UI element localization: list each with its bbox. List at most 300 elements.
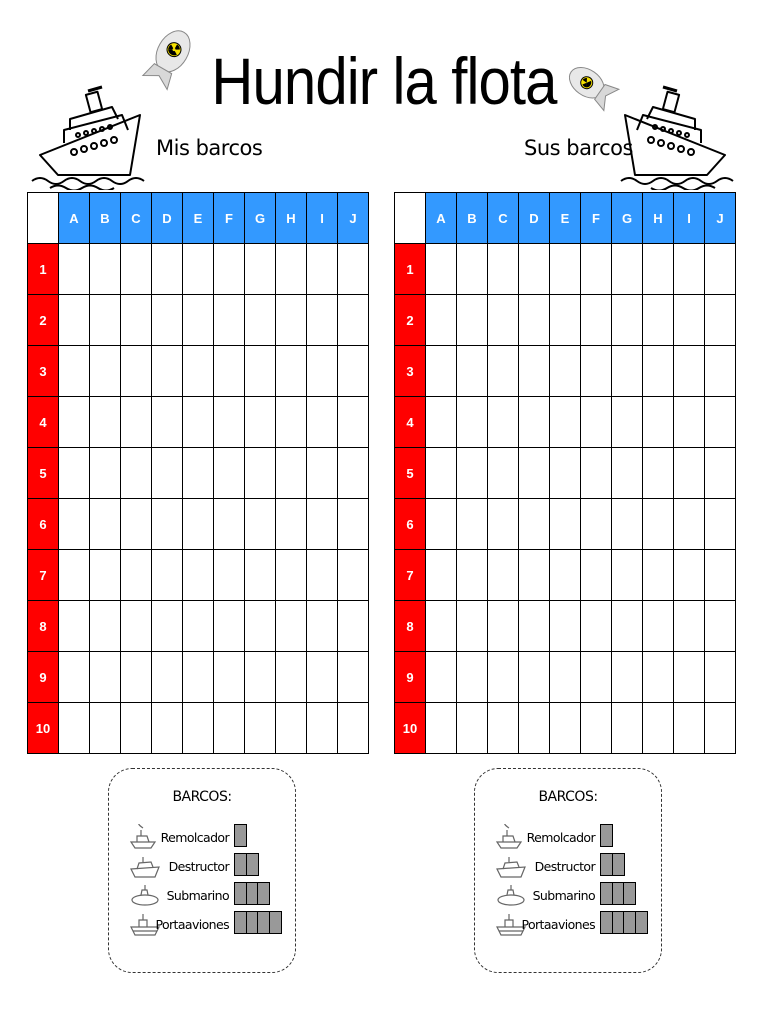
- grid-cell-g8[interactable]: [612, 601, 643, 652]
- grid-cell-j5[interactable]: [705, 448, 736, 499]
- legend-ship-row: [109, 882, 295, 910]
- grid-cell-c7[interactable]: [488, 550, 519, 601]
- grid-cell-a10[interactable]: [59, 703, 90, 754]
- column-header: F: [214, 193, 245, 244]
- legend-ship-blocks: [234, 882, 269, 905]
- grid-cell-f10[interactable]: [581, 703, 612, 754]
- grid-cell-g2[interactable]: [245, 295, 276, 346]
- grid-cell-e1[interactable]: [550, 244, 581, 295]
- column-header: I: [674, 193, 705, 244]
- grid-cell-g1[interactable]: [245, 244, 276, 295]
- legend-ship-name: Destructor: [534, 859, 595, 874]
- legend-ship-name: Destructor: [168, 859, 229, 874]
- grid-cell-i5[interactable]: [307, 448, 338, 499]
- grid-cell-h1[interactable]: [643, 244, 674, 295]
- row-header: 6: [395, 499, 426, 550]
- grid-cell-j2[interactable]: [705, 295, 736, 346]
- grid-cell-g6[interactable]: [612, 499, 643, 550]
- grid-cell-e2[interactable]: [183, 295, 214, 346]
- grid-cell-h5[interactable]: [276, 448, 307, 499]
- grid-cell-d2[interactable]: [152, 295, 183, 346]
- grid-cell-i7[interactable]: [307, 550, 338, 601]
- grid-cell-a5[interactable]: [59, 448, 90, 499]
- grid-cell-g1[interactable]: [612, 244, 643, 295]
- row-header: 8: [395, 601, 426, 652]
- grid-cell-d4[interactable]: [152, 397, 183, 448]
- grid-cell-i3[interactable]: [674, 346, 705, 397]
- grid-cell-g8[interactable]: [245, 601, 276, 652]
- legend-ship-blocks: [234, 911, 280, 934]
- grid-cell-g10[interactable]: [245, 703, 276, 754]
- grid-cell-d1[interactable]: [519, 244, 550, 295]
- column-header: I: [307, 193, 338, 244]
- grid-cell-a4[interactable]: [59, 397, 90, 448]
- grid-cell-d7[interactable]: [152, 550, 183, 601]
- grid-cell-h8[interactable]: [643, 601, 674, 652]
- grid-cell-f4[interactable]: [214, 397, 245, 448]
- ship-size-block: [246, 853, 259, 876]
- grid-cell-i10[interactable]: [307, 703, 338, 754]
- grid-cell-i7[interactable]: [674, 550, 705, 601]
- grid-cell-b8[interactable]: [90, 601, 121, 652]
- grid-cell-b7[interactable]: [457, 550, 488, 601]
- grid-row: [395, 601, 736, 652]
- grid-cell-i2[interactable]: [674, 295, 705, 346]
- grid-cell-a6[interactable]: [426, 499, 457, 550]
- grid-row: [28, 652, 369, 703]
- row-header: 8: [28, 601, 59, 652]
- grid-cell-c5[interactable]: [121, 448, 152, 499]
- grid-cell-e7[interactable]: [183, 550, 214, 601]
- column-header: C: [488, 193, 519, 244]
- column-header: G: [612, 193, 643, 244]
- column-header: B: [457, 193, 488, 244]
- grid-cell-g4[interactable]: [612, 397, 643, 448]
- legend-title: BARCOS:: [172, 789, 232, 805]
- grid-cell-h6[interactable]: [643, 499, 674, 550]
- grid-cell-j7[interactable]: [338, 550, 369, 601]
- grid-row: [28, 346, 369, 397]
- row-header: 4: [395, 397, 426, 448]
- legend-ship-row: [475, 853, 661, 881]
- grid-cell-b6[interactable]: [457, 499, 488, 550]
- grid-cell-d2[interactable]: [519, 295, 550, 346]
- ship-size-block: [623, 882, 636, 905]
- grid-cell-d8[interactable]: [152, 601, 183, 652]
- grid-cell-c5[interactable]: [488, 448, 519, 499]
- grid-cell-i2[interactable]: [307, 295, 338, 346]
- grid-row: [395, 397, 736, 448]
- grid-cell-d10[interactable]: [152, 703, 183, 754]
- grid-cell-j4[interactable]: [338, 397, 369, 448]
- grid-cell-h5[interactable]: [643, 448, 674, 499]
- grid-cell-b9[interactable]: [90, 652, 121, 703]
- row-header: 9: [28, 652, 59, 703]
- grid-cell-h9[interactable]: [643, 652, 674, 703]
- grid-cell-f5[interactable]: [581, 448, 612, 499]
- grid-cell-a3[interactable]: [59, 346, 90, 397]
- grid-cell-e1[interactable]: [183, 244, 214, 295]
- grid-cell-b4[interactable]: [90, 397, 121, 448]
- grid-corner: [28, 193, 59, 244]
- grid-cell-h1[interactable]: [276, 244, 307, 295]
- grid-cell-d3[interactable]: [519, 346, 550, 397]
- grid-cell-c9[interactable]: [121, 652, 152, 703]
- ship-icon: [600, 75, 735, 190]
- legend-ship-row: [475, 824, 661, 852]
- grid-cell-e8[interactable]: [183, 601, 214, 652]
- grid-cell-g5[interactable]: [612, 448, 643, 499]
- grid-cell-b8[interactable]: [457, 601, 488, 652]
- legend-title: BARCOS:: [538, 789, 598, 805]
- legend-ship-name: Portaaviones: [155, 917, 229, 932]
- grid-cell-g3[interactable]: [612, 346, 643, 397]
- grid-cell-f1[interactable]: [214, 244, 245, 295]
- grid-cell-j4[interactable]: [705, 397, 736, 448]
- grid-cell-i9[interactable]: [307, 652, 338, 703]
- grid-cell-a9[interactable]: [426, 652, 457, 703]
- grid-cell-i10[interactable]: [674, 703, 705, 754]
- grid-cell-g9[interactable]: [612, 652, 643, 703]
- grid-row: [28, 601, 369, 652]
- row-header: 10: [28, 703, 59, 754]
- grid-cell-d5[interactable]: [519, 448, 550, 499]
- grid-cell-d9[interactable]: [152, 652, 183, 703]
- grid-cell-c4[interactable]: [121, 397, 152, 448]
- ship-size-block: [269, 911, 282, 934]
- grid-cell-e3[interactable]: [550, 346, 581, 397]
- grid-cell-g4[interactable]: [245, 397, 276, 448]
- legend-ship-name: Submarino: [166, 888, 229, 903]
- grid-cell-e4[interactable]: [183, 397, 214, 448]
- grid-cell-d3[interactable]: [152, 346, 183, 397]
- grid-cell-c4[interactable]: [488, 397, 519, 448]
- ship-size-block: [635, 911, 648, 934]
- grid-cell-g5[interactable]: [245, 448, 276, 499]
- grid-cell-f9[interactable]: [581, 652, 612, 703]
- grid-cell-e9[interactable]: [550, 652, 581, 703]
- grid-cell-h4[interactable]: [643, 397, 674, 448]
- grid-cell-d8[interactable]: [519, 601, 550, 652]
- grid-cell-f9[interactable]: [214, 652, 245, 703]
- grid-corner: [395, 193, 426, 244]
- grid-cell-c10[interactable]: [488, 703, 519, 754]
- grid-cell-a8[interactable]: [426, 601, 457, 652]
- grid-row: [28, 550, 369, 601]
- page-title: Hundir la flota: [211, 44, 557, 118]
- legend-ship-row: [475, 882, 661, 910]
- row-header: 7: [28, 550, 59, 601]
- grid-cell-a3[interactable]: [426, 346, 457, 397]
- grid-cell-e2[interactable]: [550, 295, 581, 346]
- grid-cell-f6[interactable]: [214, 499, 245, 550]
- grid-cell-h3[interactable]: [643, 346, 674, 397]
- row-header: 9: [395, 652, 426, 703]
- grid-cell-g9[interactable]: [245, 652, 276, 703]
- grid-cell-c1[interactable]: [121, 244, 152, 295]
- column-header: D: [152, 193, 183, 244]
- grid-cell-h7[interactable]: [276, 550, 307, 601]
- grid-cell-b5[interactable]: [457, 448, 488, 499]
- grid-cell-e5[interactable]: [183, 448, 214, 499]
- column-header: F: [581, 193, 612, 244]
- grid-cell-i8[interactable]: [674, 601, 705, 652]
- grid-cell-f8[interactable]: [581, 601, 612, 652]
- grid-cell-a9[interactable]: [59, 652, 90, 703]
- grid-cell-d6[interactable]: [152, 499, 183, 550]
- grid-cell-e10[interactable]: [183, 703, 214, 754]
- grid-cell-j8[interactable]: [705, 601, 736, 652]
- grid-cell-e9[interactable]: [183, 652, 214, 703]
- grid-cell-a10[interactable]: [426, 703, 457, 754]
- grid-cell-c10[interactable]: [121, 703, 152, 754]
- grid-cell-h9[interactable]: [276, 652, 307, 703]
- column-header: A: [426, 193, 457, 244]
- grid-cell-d6[interactable]: [519, 499, 550, 550]
- grid-cell-a4[interactable]: [426, 397, 457, 448]
- grid-cell-f2[interactable]: [581, 295, 612, 346]
- grid-cell-b1[interactable]: [90, 244, 121, 295]
- grid-cell-j3[interactable]: [338, 346, 369, 397]
- grid-cell-j8[interactable]: [338, 601, 369, 652]
- column-header: C: [121, 193, 152, 244]
- grid-cell-g6[interactable]: [245, 499, 276, 550]
- grid-cell-j10[interactable]: [338, 703, 369, 754]
- grid-cell-f4[interactable]: [581, 397, 612, 448]
- grid-cell-j6[interactable]: [705, 499, 736, 550]
- row-header: 10: [395, 703, 426, 754]
- my-board-grid: [27, 192, 369, 754]
- column-header-row: [28, 193, 369, 244]
- grid-cell-c9[interactable]: [488, 652, 519, 703]
- legend-ship-row: [475, 911, 661, 939]
- legend-ship-blocks: [600, 824, 612, 847]
- grid-cell-d7[interactable]: [519, 550, 550, 601]
- grid-cell-h3[interactable]: [276, 346, 307, 397]
- grid-cell-c1[interactable]: [488, 244, 519, 295]
- grid-cell-a8[interactable]: [59, 601, 90, 652]
- row-header: 1: [28, 244, 59, 295]
- column-header: D: [519, 193, 550, 244]
- grid-cell-h4[interactable]: [276, 397, 307, 448]
- grid-cell-d1[interactable]: [152, 244, 183, 295]
- grid-cell-j6[interactable]: [338, 499, 369, 550]
- grid-cell-i6[interactable]: [674, 499, 705, 550]
- legend-ship-row: [109, 824, 295, 852]
- grid-cell-c6[interactable]: [488, 499, 519, 550]
- grid-cell-c8[interactable]: [488, 601, 519, 652]
- grid-cell-e5[interactable]: [550, 448, 581, 499]
- destroyer-icon: [129, 853, 161, 881]
- grid-row: [395, 346, 736, 397]
- grid-cell-b6[interactable]: [90, 499, 121, 550]
- grid-cell-h6[interactable]: [276, 499, 307, 550]
- grid-row: [28, 703, 369, 754]
- grid-cell-b5[interactable]: [90, 448, 121, 499]
- grid-cell-f7[interactable]: [581, 550, 612, 601]
- ship-icon: [30, 75, 160, 190]
- grid-cell-d10[interactable]: [519, 703, 550, 754]
- grid-cell-i3[interactable]: [307, 346, 338, 397]
- grid-cell-f3[interactable]: [581, 346, 612, 397]
- legend-ship-blocks: [600, 853, 623, 876]
- their-board-grid: [394, 192, 736, 754]
- row-header: 3: [28, 346, 59, 397]
- column-header: E: [183, 193, 214, 244]
- legend-ship-name: Remolcador: [526, 830, 595, 845]
- grid-cell-h8[interactable]: [276, 601, 307, 652]
- grid-cell-j10[interactable]: [705, 703, 736, 754]
- grid-cell-c2[interactable]: [488, 295, 519, 346]
- grid-row: [395, 295, 736, 346]
- grid-cell-a6[interactable]: [59, 499, 90, 550]
- grid-cell-j3[interactable]: [705, 346, 736, 397]
- grid-row: [395, 244, 736, 295]
- grid-cell-i5[interactable]: [674, 448, 705, 499]
- grid-row: [395, 652, 736, 703]
- grid-cell-e10[interactable]: [550, 703, 581, 754]
- ship-size-block: [600, 824, 613, 847]
- grid-cell-g3[interactable]: [245, 346, 276, 397]
- ship-size-block: [234, 824, 247, 847]
- grid-row: [28, 295, 369, 346]
- grid-cell-a1[interactable]: [426, 244, 457, 295]
- grid-cell-h10[interactable]: [643, 703, 674, 754]
- row-header: 2: [28, 295, 59, 346]
- grid-cell-c3[interactable]: [121, 346, 152, 397]
- row-header: 5: [395, 448, 426, 499]
- grid-cell-g7[interactable]: [245, 550, 276, 601]
- ships-legend: [108, 768, 296, 973]
- grid-cell-a1[interactable]: [59, 244, 90, 295]
- grid-cell-j1[interactable]: [338, 244, 369, 295]
- grid-cell-b10[interactable]: [457, 703, 488, 754]
- grid-cell-f10[interactable]: [214, 703, 245, 754]
- grid-cell-c3[interactable]: [488, 346, 519, 397]
- grid-cell-d9[interactable]: [519, 652, 550, 703]
- grid-cell-h2[interactable]: [276, 295, 307, 346]
- grid-cell-e7[interactable]: [550, 550, 581, 601]
- grid-cell-g10[interactable]: [612, 703, 643, 754]
- legend-ship-name: Submarino: [532, 888, 595, 903]
- grid-cell-a2[interactable]: [59, 295, 90, 346]
- grid-cell-b1[interactable]: [457, 244, 488, 295]
- grid-row: [395, 703, 736, 754]
- ships-legend: [474, 768, 662, 973]
- column-header: H: [643, 193, 674, 244]
- grid-cell-i4[interactable]: [307, 397, 338, 448]
- grid-cell-j7[interactable]: [705, 550, 736, 601]
- column-header-row: [395, 193, 736, 244]
- grid-row: [28, 397, 369, 448]
- legend-ship-row: [109, 911, 295, 939]
- their-board-label: Sus barcos: [524, 136, 633, 160]
- grid-row: [28, 448, 369, 499]
- column-header: H: [276, 193, 307, 244]
- grid-cell-f5[interactable]: [214, 448, 245, 499]
- grid-cell-g2[interactable]: [612, 295, 643, 346]
- grid-cell-a7[interactable]: [59, 550, 90, 601]
- grid-cell-i8[interactable]: [307, 601, 338, 652]
- grid-row: [28, 499, 369, 550]
- grid-cell-b7[interactable]: [90, 550, 121, 601]
- grid-cell-b9[interactable]: [457, 652, 488, 703]
- grid-cell-e6[interactable]: [550, 499, 581, 550]
- submarine-icon: [495, 882, 527, 910]
- grid-cell-a5[interactable]: [426, 448, 457, 499]
- ship-size-block: [612, 853, 625, 876]
- grid-cell-b4[interactable]: [457, 397, 488, 448]
- tugboat-icon: [129, 824, 161, 852]
- grid-cell-c8[interactable]: [121, 601, 152, 652]
- grid-cell-i4[interactable]: [674, 397, 705, 448]
- grid-cell-b10[interactable]: [90, 703, 121, 754]
- grid-cell-h10[interactable]: [276, 703, 307, 754]
- legend-ship-blocks: [234, 824, 246, 847]
- grid-cell-c6[interactable]: [121, 499, 152, 550]
- row-header: 7: [395, 550, 426, 601]
- column-header: B: [90, 193, 121, 244]
- column-header: J: [338, 193, 369, 244]
- grid-cell-g7[interactable]: [612, 550, 643, 601]
- legend-ship-blocks: [600, 882, 635, 905]
- grid-row: [395, 550, 736, 601]
- grid-cell-h2[interactable]: [643, 295, 674, 346]
- column-header: E: [550, 193, 581, 244]
- grid-cell-j2[interactable]: [338, 295, 369, 346]
- grid-cell-a2[interactable]: [426, 295, 457, 346]
- destroyer-icon: [495, 853, 527, 881]
- grid-cell-j5[interactable]: [338, 448, 369, 499]
- grid-row: [395, 448, 736, 499]
- column-header: G: [245, 193, 276, 244]
- grid-cell-i6[interactable]: [307, 499, 338, 550]
- grid-cell-e6[interactable]: [183, 499, 214, 550]
- grid-cell-f7[interactable]: [214, 550, 245, 601]
- grid-cell-f3[interactable]: [214, 346, 245, 397]
- row-header: 4: [28, 397, 59, 448]
- grid-cell-e4[interactable]: [550, 397, 581, 448]
- grid-cell-f2[interactable]: [214, 295, 245, 346]
- grid-cell-b3[interactable]: [90, 346, 121, 397]
- legend-ship-blocks: [600, 911, 646, 934]
- grid-cell-c7[interactable]: [121, 550, 152, 601]
- grid-cell-i1[interactable]: [674, 244, 705, 295]
- grid-cell-c2[interactable]: [121, 295, 152, 346]
- grid-cell-j9[interactable]: [705, 652, 736, 703]
- grid-cell-b2[interactable]: [90, 295, 121, 346]
- grid-cell-f8[interactable]: [214, 601, 245, 652]
- grid-cell-f1[interactable]: [581, 244, 612, 295]
- submarine-icon: [129, 882, 161, 910]
- column-header: A: [59, 193, 90, 244]
- grid-cell-b3[interactable]: [457, 346, 488, 397]
- grid-cell-d4[interactable]: [519, 397, 550, 448]
- grid-cell-d5[interactable]: [152, 448, 183, 499]
- grid-cell-j1[interactable]: [705, 244, 736, 295]
- grid-cell-f6[interactable]: [581, 499, 612, 550]
- my-board-label: Mis barcos: [156, 136, 263, 160]
- grid-cell-e8[interactable]: [550, 601, 581, 652]
- grid-cell-h7[interactable]: [643, 550, 674, 601]
- grid-cell-b2[interactable]: [457, 295, 488, 346]
- ship-size-block: [257, 882, 270, 905]
- grid-cell-e3[interactable]: [183, 346, 214, 397]
- grid-cell-a7[interactable]: [426, 550, 457, 601]
- grid-cell-j9[interactable]: [338, 652, 369, 703]
- grid-cell-i9[interactable]: [674, 652, 705, 703]
- grid-cell-i1[interactable]: [307, 244, 338, 295]
